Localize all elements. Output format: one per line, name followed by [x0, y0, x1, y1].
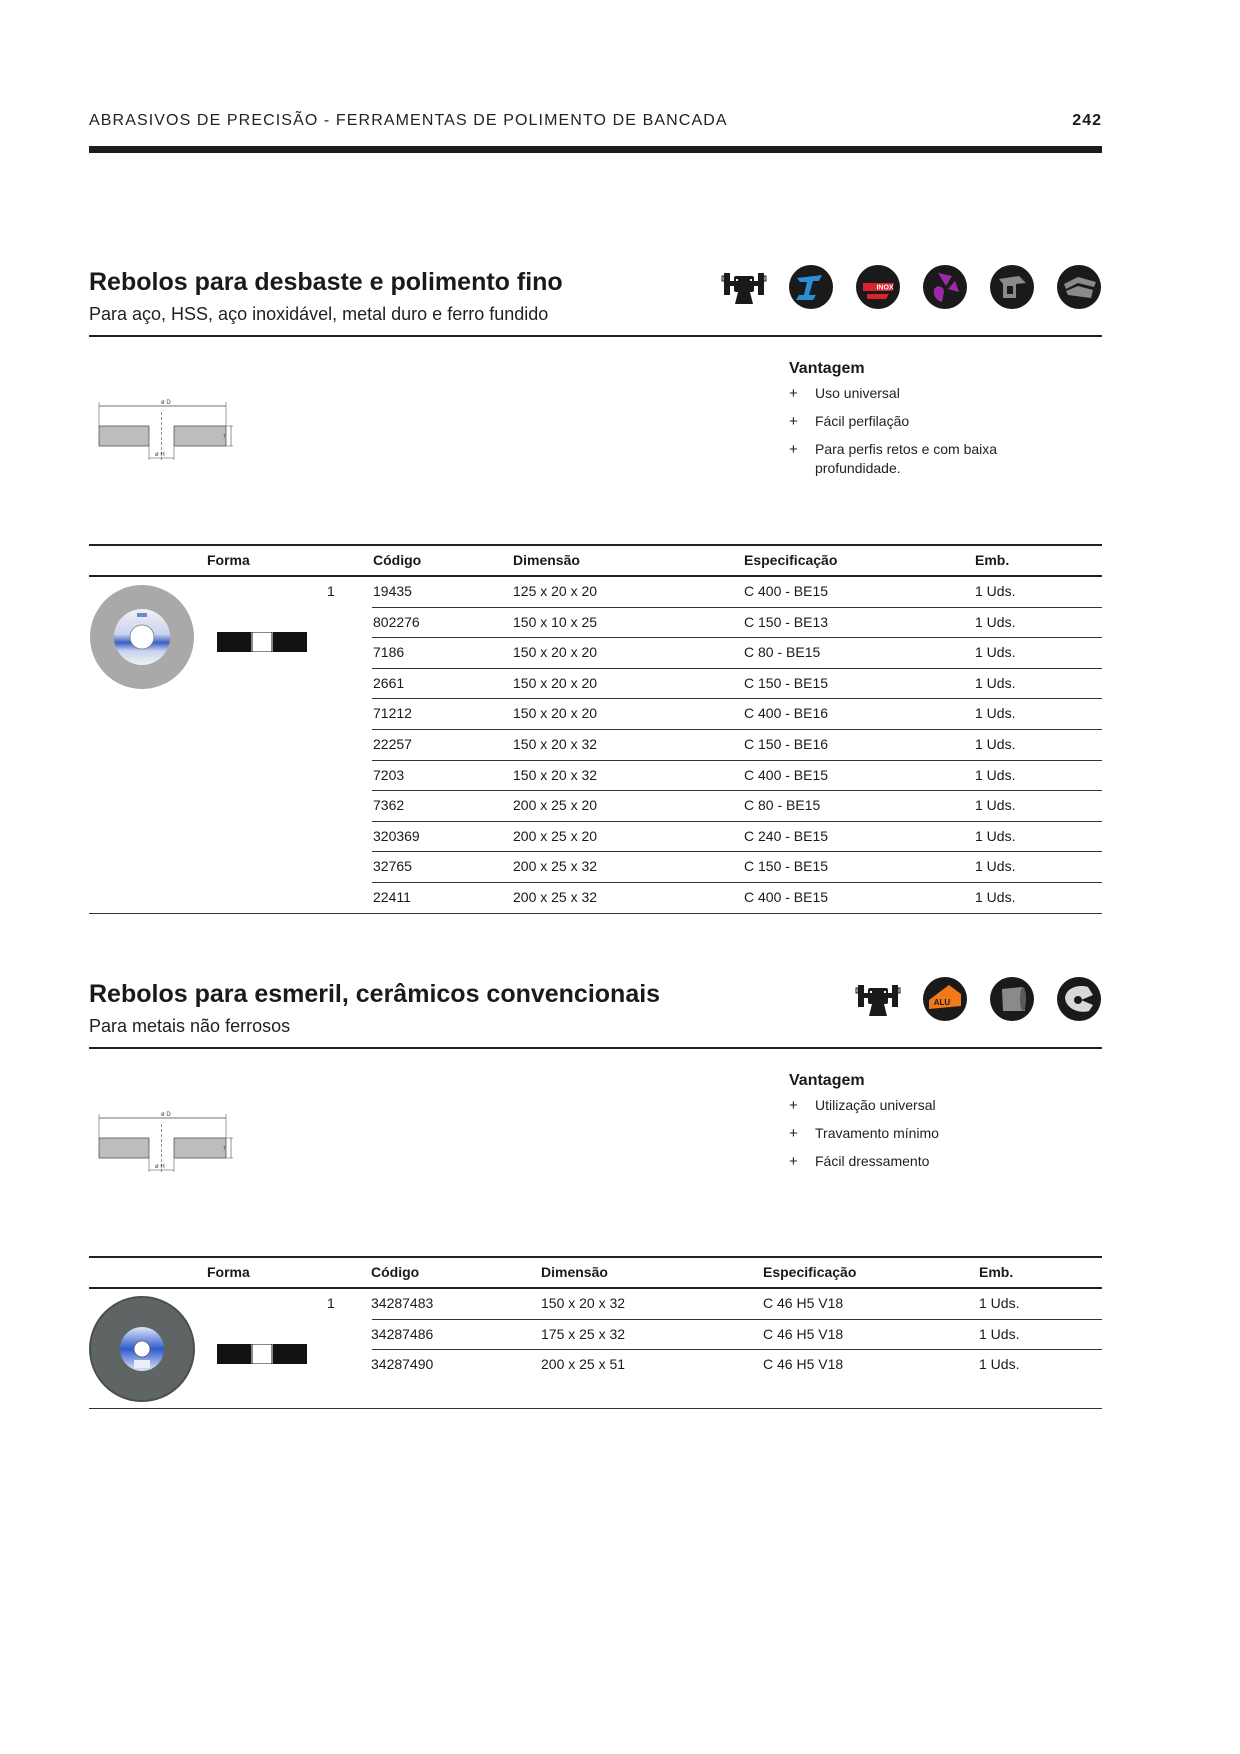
- section-rough-fine-grinding: [89, 268, 1102, 918]
- steel-blue-icon: [788, 264, 834, 310]
- table-rows: [89, 1289, 1102, 1381]
- section-subtitle: Para aço, HSS, aço inoxidável, metal duro e ferro fundido: [89, 304, 549, 324]
- advantage-item: + Para perfis retos e com baixa profundidade.: [789, 441, 998, 476]
- cell-spec: C 400 - BE16: [744, 705, 829, 722]
- inox-label: INOX: [876, 284, 894, 292]
- cell-code: 7186: [373, 644, 405, 661]
- table-row: [89, 638, 1102, 669]
- cell-code: 7362: [373, 797, 405, 814]
- od-label: ø D: [161, 1112, 171, 1118]
- table-rows: [89, 577, 1102, 914]
- col-especificacao: Especificação: [744, 552, 838, 568]
- cell-pack: 1 Uds.: [975, 735, 1016, 752]
- plus-icon: +: [789, 413, 798, 430]
- cell-spec: C 240 - BE15: [744, 827, 829, 844]
- table-row: [89, 1350, 1102, 1381]
- cell-pack: 1 Uds.: [975, 583, 1016, 599]
- advantage-item: + Fácil perfilação: [789, 413, 910, 430]
- cell-code: 802276: [373, 613, 420, 630]
- col-forma: Forma: [207, 552, 250, 568]
- advantage-item: + Fácil dressamento: [789, 1153, 930, 1170]
- plus-icon: +: [789, 1097, 798, 1114]
- cell-dimension: 150 x 10 x 25: [513, 613, 598, 630]
- cast-iron-gray-icon: [989, 264, 1035, 310]
- advantages-title: Vantagem: [789, 1072, 865, 1089]
- cell-spec: C 46 H5 V18: [763, 1325, 844, 1342]
- col-emb: Emb.: [979, 1264, 1014, 1280]
- cell-code: 34287486: [371, 1325, 434, 1342]
- table-row: [89, 699, 1102, 730]
- advantages-title: Vantagem: [789, 360, 865, 377]
- carbide-purple-icon: [922, 264, 968, 310]
- aluminium-orange-icon: [922, 976, 968, 1022]
- cell-spec: C 400 - BE15: [744, 766, 829, 783]
- cell-pack: 1 Uds.: [975, 888, 1016, 905]
- cell-pack: 1 Uds.: [979, 1356, 1020, 1373]
- advantage-item: + Uso universal: [789, 385, 900, 402]
- cell-dimension: 150 x 20 x 32: [513, 735, 598, 752]
- table-header: [89, 1256, 1102, 1289]
- cell-dimension: 150 x 20 x 20: [513, 674, 598, 691]
- product-table: [89, 1256, 1102, 1409]
- cell-dimension: 175 x 25 x 32: [541, 1325, 626, 1342]
- thickness-label: T: [223, 1146, 227, 1152]
- cell-spec: C 80 - BE15: [744, 644, 821, 661]
- copper-gray-icon: [1056, 976, 1102, 1022]
- cell-spec: C 150 - BE15: [744, 858, 829, 875]
- form-number: 1: [327, 1295, 335, 1311]
- col-dimensao: Dimensão: [541, 1264, 608, 1280]
- cell-pack: 1 Uds.: [975, 705, 1016, 722]
- cell-code: 22257: [373, 735, 412, 752]
- header-rule: [89, 146, 1102, 153]
- cell-dimension: 200 x 25 x 51: [541, 1356, 626, 1373]
- table-row: [89, 883, 1102, 914]
- cell-code: 34287483: [371, 1295, 434, 1311]
- table-row: [89, 1289, 1102, 1320]
- advantages-box: [789, 1072, 1089, 1180]
- cell-pack: 1 Uds.: [975, 766, 1016, 783]
- section-rule: [89, 1047, 1102, 1049]
- cell-code: 34287490: [371, 1356, 434, 1373]
- plus-icon: +: [789, 1125, 798, 1142]
- cell-dimension: 200 x 25 x 32: [513, 888, 598, 905]
- cell-code: 19435: [373, 583, 412, 599]
- table-row: [89, 852, 1102, 883]
- col-dimensao: Dimensão: [513, 552, 580, 568]
- table-row: [89, 822, 1102, 853]
- table-row: [89, 669, 1102, 700]
- cell-dimension: 150 x 20 x 32: [541, 1295, 626, 1311]
- col-codigo: Código: [371, 1264, 420, 1280]
- page-header: [89, 112, 1102, 136]
- wheel-cross-section-diagram: [97, 1110, 233, 1182]
- cell-code: 2661: [373, 674, 405, 691]
- cell-pack: 1 Uds.: [975, 674, 1016, 691]
- cell-dimension: 150 x 20 x 32: [513, 766, 598, 783]
- table-body: [89, 577, 1102, 914]
- table-row: [89, 608, 1102, 639]
- bench-grinder-icon: [721, 264, 767, 310]
- cell-pack: 1 Uds.: [975, 858, 1016, 875]
- cell-spec: C 400 - BE15: [744, 583, 829, 599]
- cell-dimension: 150 x 20 x 20: [513, 705, 598, 722]
- cell-code: 7203: [373, 766, 405, 783]
- col-codigo: Código: [373, 552, 422, 568]
- inox-red-icon: [855, 264, 901, 310]
- cell-spec: C 150 - BE15: [744, 674, 829, 691]
- cell-pack: 1 Uds.: [975, 827, 1016, 844]
- plus-icon: +: [789, 385, 798, 402]
- table-body: [89, 1289, 1102, 1409]
- cell-dimension: 125 x 20 x 20: [513, 583, 598, 599]
- section-bench-grinder-ceramic: [89, 980, 1102, 1420]
- advantage-item: + Utilização universal: [789, 1097, 936, 1114]
- cell-pack: 1 Uds.: [975, 797, 1016, 814]
- plus-icon: +: [789, 1153, 798, 1170]
- cell-spec: C 46 H5 V18: [763, 1356, 844, 1373]
- cell-pack: 1 Uds.: [979, 1295, 1020, 1311]
- material-icons: [855, 976, 1102, 1022]
- section-rule: [89, 335, 1102, 337]
- advantage-item: + Travamento mínimo: [789, 1125, 939, 1142]
- col-especificacao: Especificação: [763, 1264, 857, 1280]
- cell-pack: 1 Uds.: [979, 1325, 1020, 1342]
- table-row: [89, 730, 1102, 761]
- thickness-label: T: [223, 434, 227, 440]
- bore-label: ø H: [155, 452, 165, 458]
- section-title: Rebolos para esmeril, cerâmicos convencionais: [89, 980, 661, 1008]
- table-row: [89, 761, 1102, 792]
- form-number: 1: [327, 583, 335, 599]
- product-table: [89, 544, 1102, 914]
- cell-code: 32765: [373, 858, 412, 875]
- cell-pack: 1 Uds.: [975, 644, 1016, 661]
- non-ferrous-gray-icon: [989, 976, 1035, 1022]
- cell-dimension: 150 x 20 x 20: [513, 644, 598, 661]
- cell-code: 320369: [373, 827, 420, 844]
- table-row: [89, 791, 1102, 822]
- wheel-cross-section-diagram: [97, 398, 233, 470]
- bench-grinder-icon: [855, 976, 901, 1022]
- cell-pack: 1 Uds.: [975, 613, 1016, 630]
- table-row: [89, 1320, 1102, 1351]
- header-title: ABRASIVOS DE PRECISÃO - FERRAMENTAS DE POLIMENTO DE BANCADA: [89, 112, 728, 129]
- cell-spec: C 80 - BE15: [744, 797, 821, 814]
- cell-spec: C 400 - BE15: [744, 888, 829, 905]
- section-subtitle: Para metais não ferrosos: [89, 1016, 291, 1036]
- cell-spec: C 150 - BE16: [744, 735, 829, 752]
- cell-dimension: 200 x 25 x 32: [513, 858, 598, 875]
- material-icons: [721, 264, 1102, 310]
- cell-spec: C 150 - BE13: [744, 613, 829, 630]
- section-title: Rebolos para desbaste e polimento fino: [89, 268, 563, 296]
- cell-dimension: 200 x 25 x 20: [513, 827, 598, 844]
- cell-dimension: 200 x 25 x 20: [513, 797, 598, 814]
- od-label: ø D: [161, 400, 171, 406]
- cell-spec: C 46 H5 V18: [763, 1295, 844, 1311]
- table-row: [89, 577, 1102, 608]
- advantages-box: [789, 360, 1089, 487]
- page-number: 242: [1072, 112, 1102, 129]
- table-header: [89, 544, 1102, 577]
- cell-code: 22411: [373, 888, 411, 905]
- col-emb: Emb.: [975, 552, 1010, 568]
- bore-label: ø H: [155, 1164, 165, 1170]
- hss-gray-icon: [1056, 264, 1102, 310]
- alu-label: ALU: [933, 998, 951, 1007]
- cell-code: 71212: [373, 705, 412, 722]
- col-forma: Forma: [207, 1264, 250, 1280]
- plus-icon: +: [789, 441, 798, 458]
